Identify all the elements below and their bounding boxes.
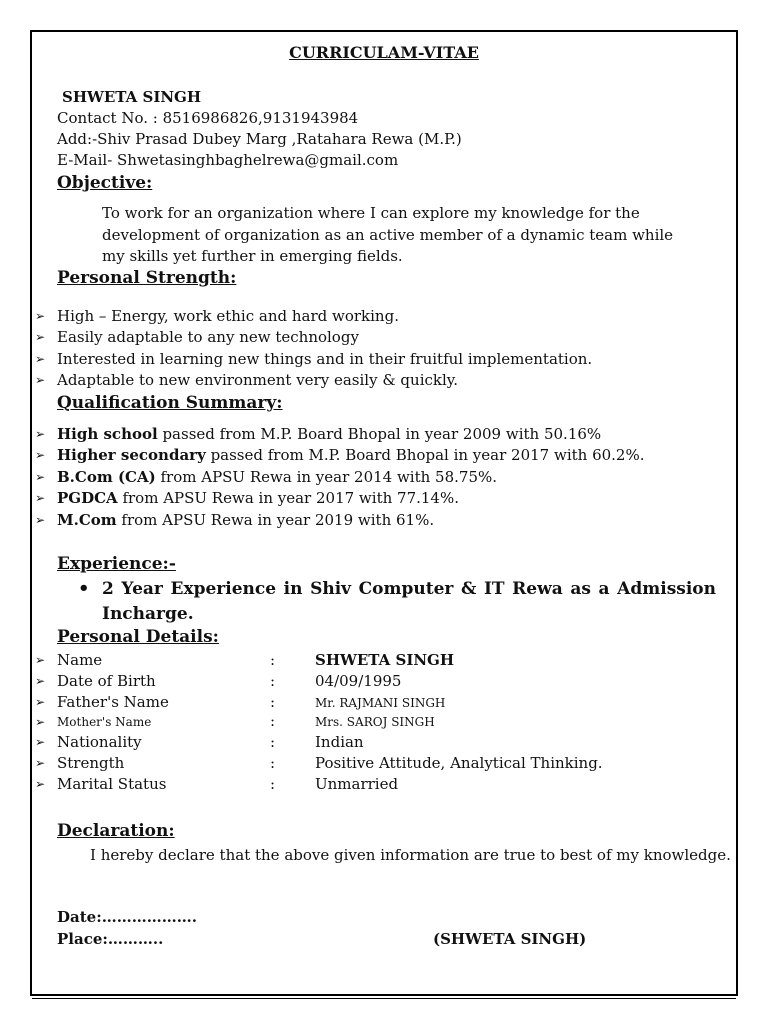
detail-label: ➢ Marital Status: [57, 775, 166, 793]
qualification-item: [57, 425, 601, 443]
detail-value: Indian: [315, 733, 364, 751]
qualification-item: [57, 468, 497, 486]
detail-label: ➢ Name: [57, 651, 102, 669]
experience-line: Incharge.: [102, 604, 194, 624]
detail-label: ➢ Father's Name: [57, 693, 169, 711]
detail-separator: :: [270, 754, 276, 772]
detail-label: ➢ Strength: [57, 754, 124, 772]
strength-item: ➢ Easily adaptable to any new technology: [57, 328, 359, 346]
detail-value: Mrs. SAROJ SINGH: [315, 715, 435, 729]
detail-label: ➢ Date of Birth: [57, 672, 156, 690]
qualification-detail: from APSU Rewa in year 2019 with 61%.: [116, 511, 435, 529]
objective-line: To work for an organization where I can explore my knowledge for the: [102, 204, 640, 222]
objective-line: my skills yet further in emerging fields.: [102, 247, 403, 265]
qualification-detail: from APSU Rewa in year 2017 with 77.14%.: [117, 489, 459, 507]
detail-label: ➢ Nationality: [57, 733, 142, 751]
personal-details-heading: Personal Details:: [57, 627, 219, 647]
document-title: CURRICULAM-VITAE: [289, 43, 479, 62]
qualification-detail: passed from M.P. Board Bhopal in year 2009 with 50.16%: [157, 425, 602, 443]
detail-label: ➢ Mother's Name: [57, 713, 151, 731]
qualification-degree: High school: [57, 425, 158, 443]
objective-heading: Objective:: [57, 173, 153, 193]
experience-line: 2 Year Experience in Shiv Computer & IT Rewa as a Admission: [102, 579, 716, 599]
detail-separator: :: [270, 733, 276, 751]
address: Add:-Shiv Prasad Dubey Marg ,Ratahara Rewa (M.P.): [57, 130, 462, 148]
detail-value: SHWETA SINGH: [315, 651, 455, 669]
experience-bullet: •: [78, 578, 90, 599]
detail-separator: :: [270, 672, 276, 690]
detail-separator: :: [270, 775, 276, 793]
declaration-text: I hereby declare that the above given information are true to best of my knowledge.: [90, 846, 731, 864]
detail-separator: :: [270, 651, 276, 669]
qualification-heading: Qualification Summary:: [57, 393, 283, 413]
detail-value: Unmarried: [315, 775, 399, 793]
detail-value: Mr. RAJMANI SINGH: [315, 696, 446, 710]
qualification-detail: passed from M.P. Board Bhopal in year 2017 with 60.2%.: [205, 446, 645, 464]
experience-heading: Experience:-: [57, 554, 176, 574]
qualification-degree: B.Com (CA): [57, 468, 156, 486]
strength-item: ➢ Interested in learning new things and in their fruitful implementation.: [57, 350, 592, 368]
qualification-degree: M.Com: [57, 511, 117, 529]
contact-number: Contact No. : 8516986826,9131943984: [57, 109, 359, 127]
detail-separator: :: [270, 693, 276, 711]
qualification-item: [57, 511, 434, 529]
detail-value: 04/09/1995: [315, 672, 402, 690]
qualification-degree: Higher secondary: [57, 446, 206, 464]
strength-item: ➢ High – Energy, work ethic and hard working.: [57, 307, 399, 325]
candidate-name: SHWETA SINGH: [62, 88, 202, 106]
declaration-heading: Declaration:: [57, 821, 175, 841]
qualification-degree: PGDCA: [57, 489, 118, 507]
date-field: Date:……………….: [57, 908, 197, 926]
signature-name: (SHWETA SINGH): [433, 930, 587, 948]
qualification-item: [57, 446, 645, 464]
detail-value: Positive Attitude, Analytical Thinking.: [315, 754, 603, 772]
email: E-Mail- Shwetasinghbaghelrewa@gmail.com: [57, 151, 399, 169]
strength-heading: Personal Strength:: [57, 268, 237, 288]
objective-line: development of organization as an active member of a dynamic team while: [102, 226, 674, 244]
qualification-detail: from APSU Rewa in year 2014 with 58.75%.: [155, 468, 498, 486]
qualification-item: [57, 489, 459, 507]
detail-separator: :: [270, 712, 276, 730]
strength-item: ➢ Adaptable to new environment very easily & quickly.: [57, 371, 458, 389]
place-field: Place:………..: [57, 930, 164, 948]
